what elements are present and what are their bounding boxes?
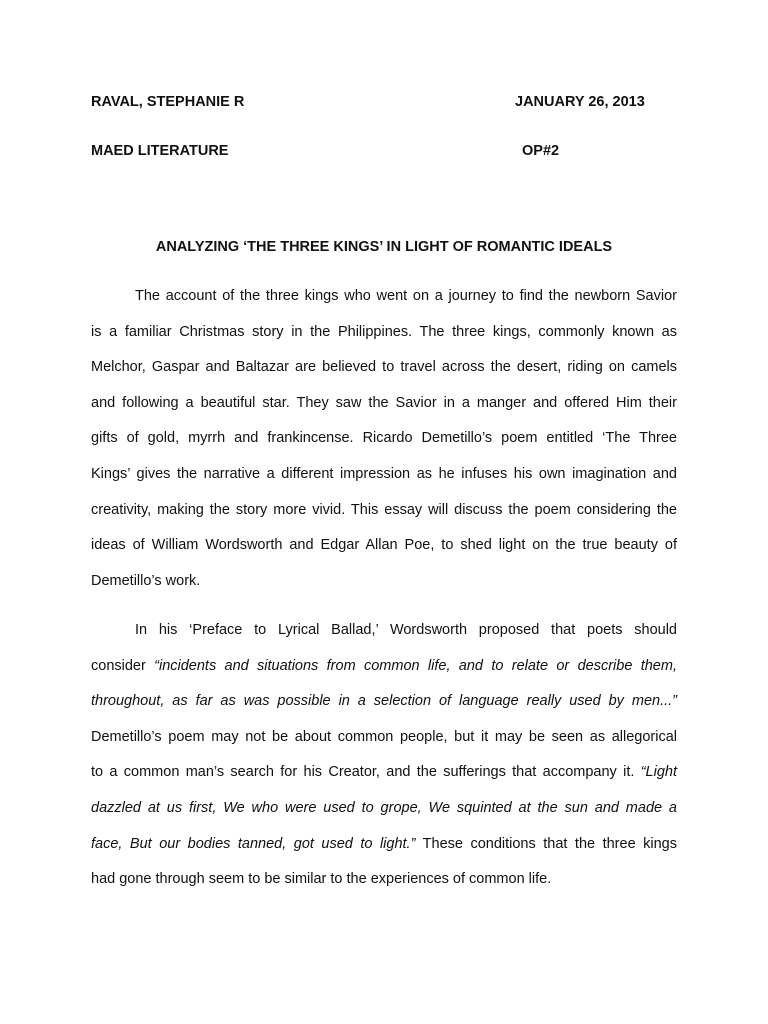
paragraph-line: In his ‘Preface to Lyrical Ballad,’ Wordsworth proposed that poets should	[135, 622, 677, 638]
paragraph-line: ideas of William Wordsworth and Edgar Allan Poe, to shed light on the true beauty of	[91, 537, 677, 554]
paragraph-line: is a familiar Christmas story in the Philippines. The three kings, commonly known as	[91, 323, 677, 340]
paragraph-line	[91, 799, 677, 835]
paragraph-line: Demetillo’s work.	[91, 572, 201, 589]
course-name: MAED LITERATURE	[91, 143, 229, 159]
paragraph-line	[91, 835, 677, 871]
paragraph-line: Melchor, Gaspar and Baltazar are believed to travel across the desert, riding on camels	[91, 359, 677, 376]
quotation-text: “Light	[640, 764, 677, 781]
paragraph-line: Kings’ gives the narrative a different impression as he infuses his own imagination and	[91, 465, 677, 482]
paragraph-line: had gone through seem to be similar to the experiences of common life.	[91, 871, 552, 888]
line-text: These conditions that the three kings	[415, 835, 677, 852]
paragraph-line: creativity, making the story more vivid. This essay will discuss the poem considering the	[91, 501, 677, 518]
paragraph-line: and following a beautiful star. They saw the Savior in a manger and offered Him their	[91, 394, 677, 411]
paragraph-2	[91, 621, 677, 906]
author-name: RAVAL, STEPHANIE R	[91, 94, 245, 110]
quotation-text: throughout, as far as was possible in a selection of language really used by men...”	[91, 693, 677, 710]
paragraph-line: gifts of gold, myrrh and frankincense. Ricardo Demetillo’s poem entitled ‘The Three	[91, 430, 677, 447]
document-date: JANUARY 26, 2013	[515, 94, 645, 110]
paragraph-line: Demetillo’s poem may not be about common people, but it may be seen as allegorical	[91, 728, 677, 745]
essay-title: ANALYZING ‘THE THREE KINGS’ IN LIGHT OF ROMANTIC IDEALS	[155, 239, 613, 255]
line-text: consider	[91, 657, 155, 674]
quotation-text: dazzled at us first, We who were used to grope, We squinted at the sun and made a	[91, 799, 677, 816]
quotation-text: “incidents and situations from common life, and to relate or describe them,	[154, 657, 677, 674]
paragraph-line	[91, 763, 677, 799]
paragraph-1	[91, 287, 677, 607]
paper-number: OP#2	[522, 143, 560, 159]
paragraph-line: The account of the three kings who went on a journey to find the newborn Savior	[135, 288, 677, 304]
paragraph-line	[91, 692, 677, 728]
quotation-text: face, But our bodies tanned, got used to light.”	[91, 835, 416, 852]
paragraph-line	[91, 657, 677, 693]
line-text: to a common man’s search for his Creator, and the sufferings that accompany it.	[91, 764, 641, 781]
